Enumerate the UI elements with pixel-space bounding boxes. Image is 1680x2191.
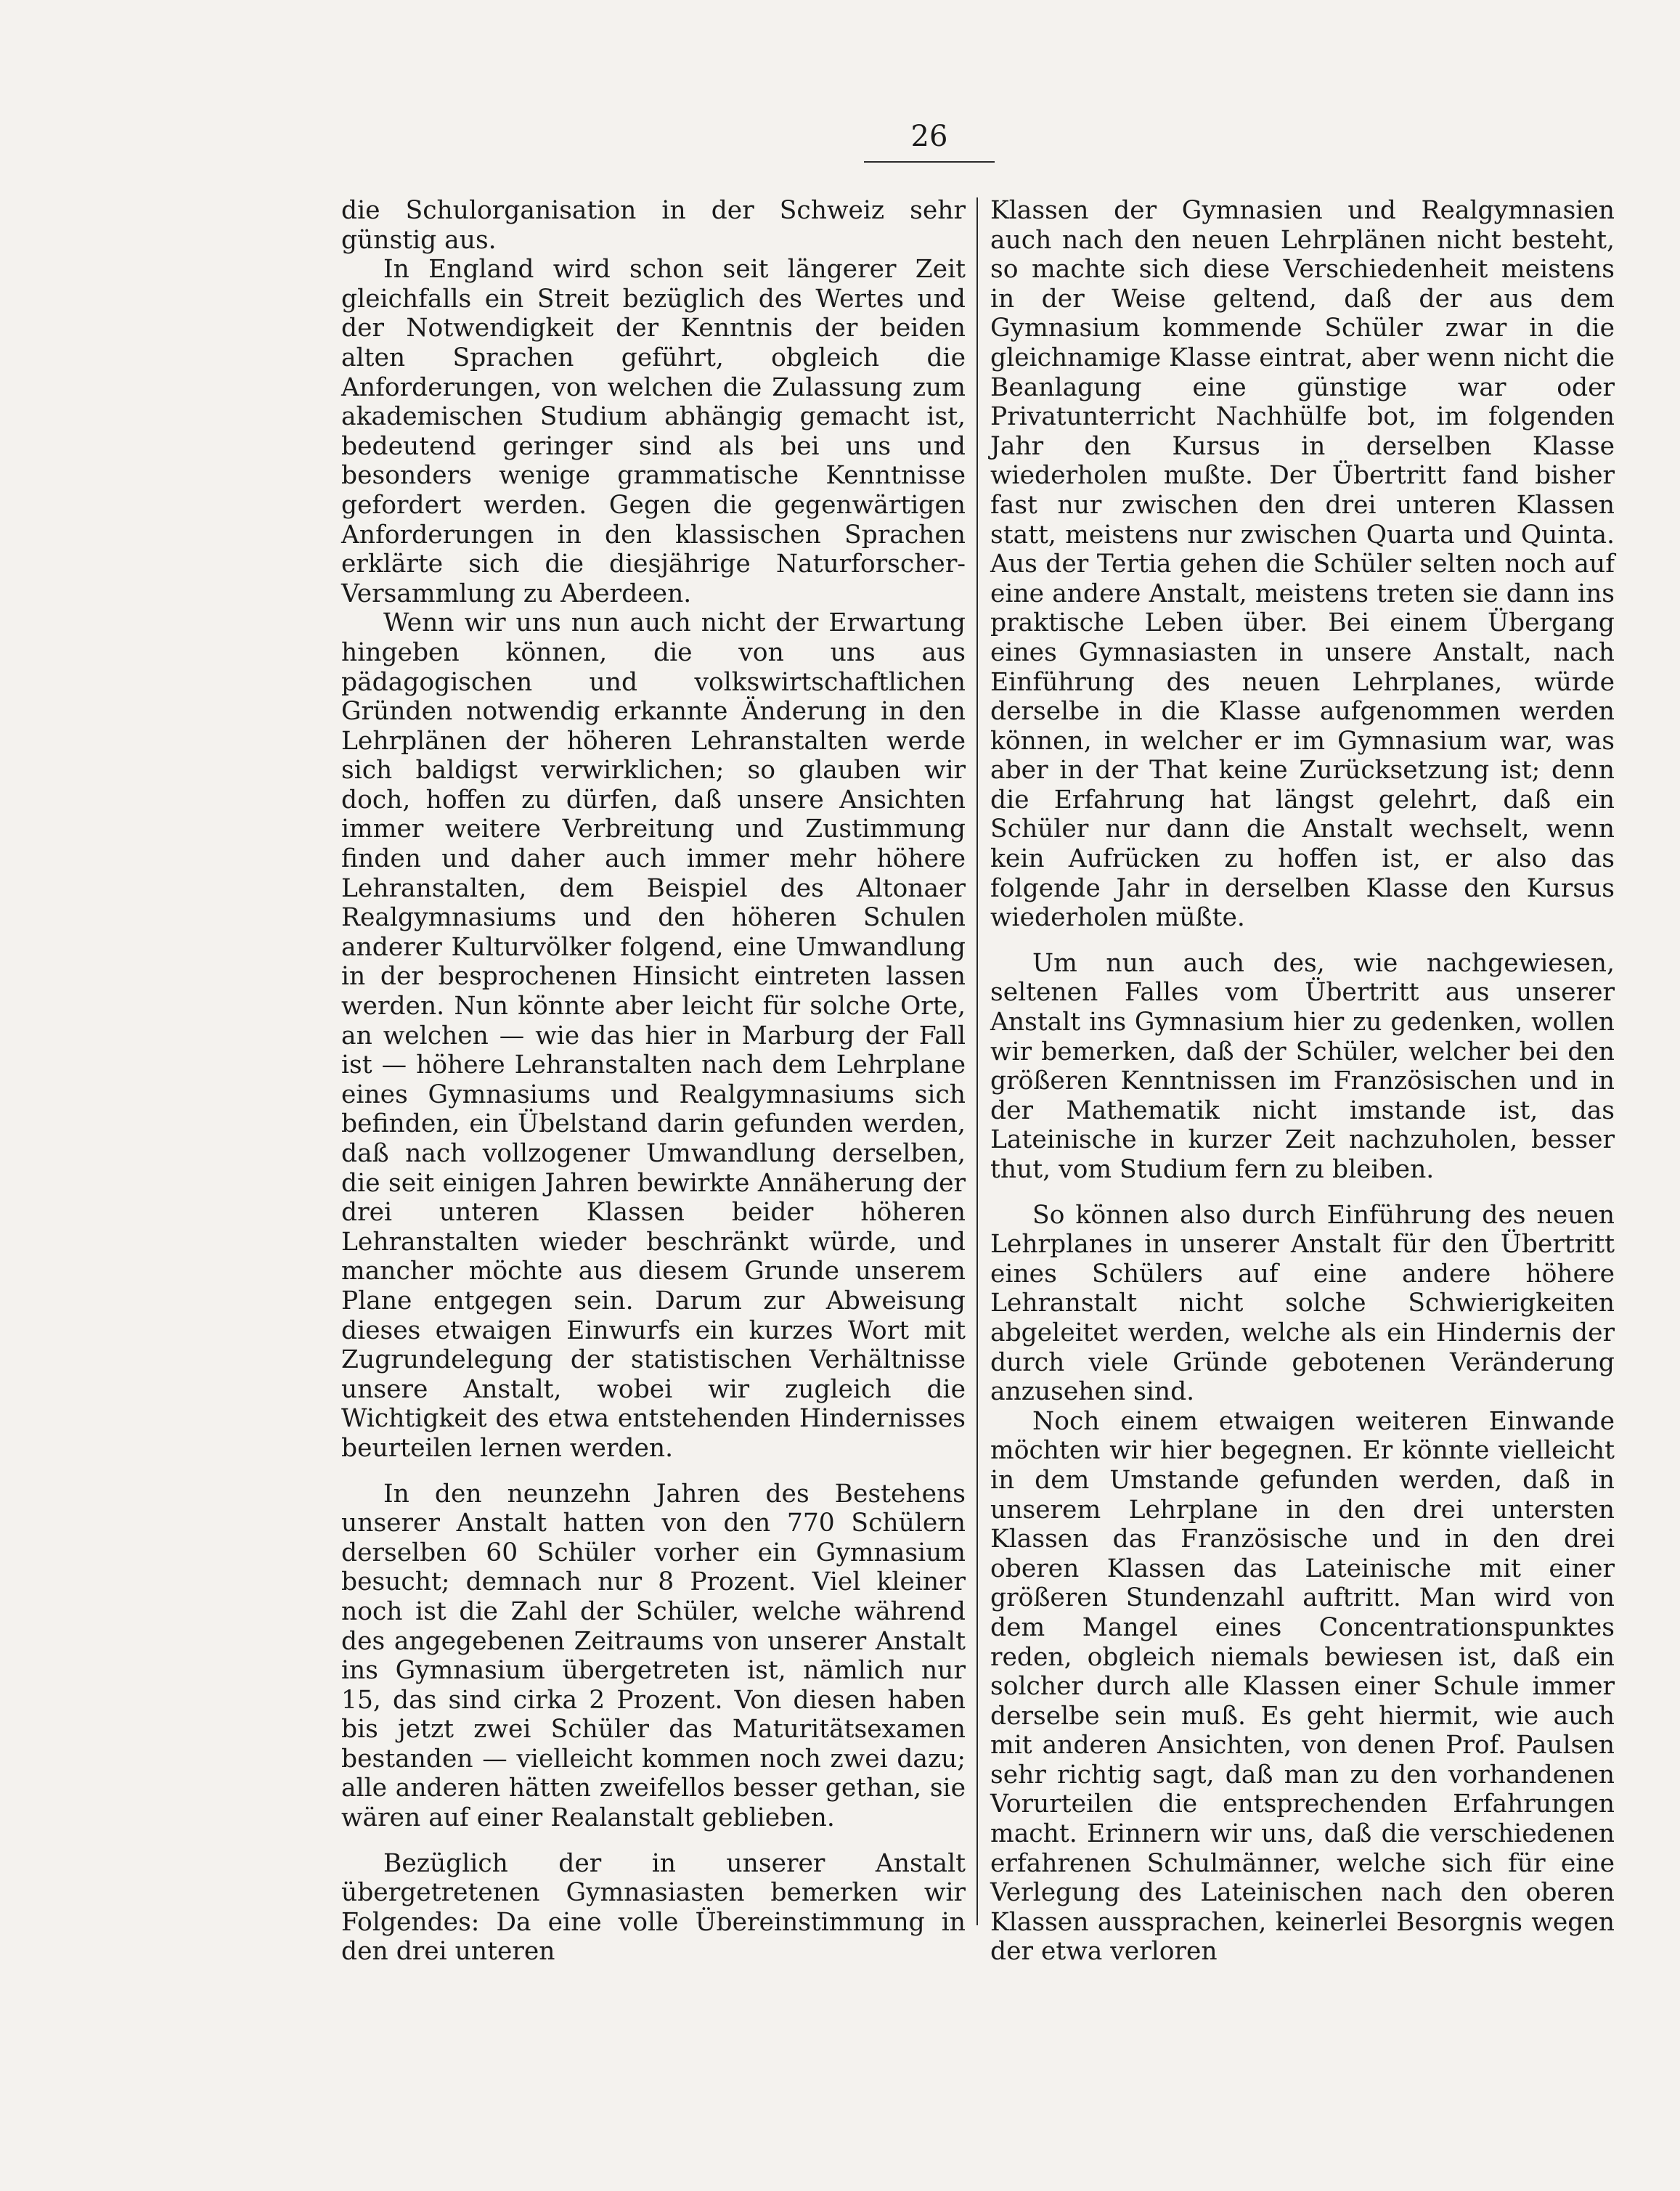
paragraph: Wenn wir uns nun auch nicht der Erwartung hingeben können, die von uns aus pädagogischen und volkswirtschaftlichen Gründen notwendig erkannte Änderung in den Lehrplänen der höheren Lehranstalten werde sich baldigst verwirklichen; so glauben wir doch, hoffen zu dürfen, daß unsere Ansichten immer weitere Verbreitung und Zustimmung finden und daher auch immer mehr höhere Lehranstalten, dem Beispiel des Altonaer Realgymnasiums und den höheren Schulen anderer Kulturvölker folgend, eine Umwandlung in der besprochenen Hinsicht eintreten lassen werden. Nun könnte aber leicht für solche Orte, an welchen — wie das hier in Marburg der Fall ist — höhere Lehranstalten nach dem Lehrplane eines Gymnasiums und Realgymnasiums sich befinden, ein Übelstand darin gefunden werden, daß nach vollzogener Umwandlung derselben, die seit einigen Jahren bewirkte Annäherung der drei unteren Klassen beider höheren Lehranstalten wieder beschränkt würde, und mancher möchte aus diesem Grunde unserem Plane entgegen sein. Darum zur Abweisung dieses etwaigen Einwurfs ein kurzes Wort mit Zugrundelegung der statistischen Verhältnisse unsere Anstalt, wobei wir zugleich die Wichtigkeit des etwa entstehenden Hindernisses beurteilen lernen werden. xyxy=(341,608,966,1463)
page-number: 26 xyxy=(910,120,948,153)
paragraph: Um nun auch des, wie nachgewiesen, seltenen Falles vom Übertritt aus unserer Anstalt ins Gymnasium hier zu gedenken, wollen wir bemerken, daß der Schüler, welcher bei den größeren Kenntnissen im Französischen und in der Mathematik nicht imstande ist, das Lateinische in kurzer Zeit nachzuholen, besser thut, vom Studium fern zu bleiben. xyxy=(990,948,1615,1184)
paragraph: So können also durch Einführung des neuen Lehrplanes in unserer Anstalt für den Übertritt eines Schülers auf eine andere höhere Lehranstalt nicht solche Schwierigkeiten abgeleitet werden, welche als ein Hindernis der durch viele Gründe gebotenen Veränderung anzusehen sind. xyxy=(990,1200,1615,1407)
left-column xyxy=(341,196,966,1967)
column-rule xyxy=(976,197,978,1925)
paragraph: In den neunzehn Jahren des Bestehens unserer Anstalt hatten von den 770 Schülern derselben 60 Schüler vorher ein Gymnasium besucht; demnach nur 8 Prozent. Viel kleiner noch ist die Zahl der Schüler, welche während des angegebenen Zeitraums von unserer Anstalt ins Gymnasium übergetreten ist, nämlich nur 15, das sind cirka 2 Prozent. Von diesen haben bis jetzt zwei Schüler das Maturitätsexamen bestanden — vielleicht kommen noch zwei dazu; alle anderen hätten zweifellos besser gethan, sie wären auf einer Realanstalt geblieben. xyxy=(341,1479,966,1833)
paragraph: Bezüglich der in unserer Anstalt übergetretenen Gymnasiasten bemerken wir Folgendes: Da eine volle Übereinstimmung in den drei unteren xyxy=(341,1848,966,1967)
paragraph: die Schulorganisation in der Schweiz sehr günstig aus. xyxy=(341,196,966,255)
paragraph: In England wird schon seit längerer Zeit gleichfalls ein Streit bezüglich des Wertes und der Notwendigkeit der Kenntnis der beiden alten Sprachen geführt, obgleich die Anforderungen, von welchen die Zulassung zum akademischen Studium abhängig gemacht ist, bedeutend geringer sind als bei uns und besonders wenige grammatische Kenntnisse gefordert werden. Gegen die gegenwärtigen Anforderungen in den klassischen Sprachen erklärte sich die diesjährige Naturforscher-Versammlung zu Aberdeen. xyxy=(341,255,966,608)
right-column xyxy=(990,196,1615,1967)
header-rule xyxy=(864,161,995,163)
paragraph: Klassen der Gymnasien und Realgymnasien auch nach den neuen Lehrplänen nicht besteht, so machte sich diese Verschiedenheit meistens in der Weise geltend, daß der aus dem Gymnasium kommende Schüler zwar in die gleichnamige Klasse eintrat, aber wenn nicht die Beanlagung eine günstige war oder Privatunterricht Nachhülfe bot, im folgenden Jahr den Kursus in derselben Klasse wiederholen mußte. Der Übertritt fand bisher fast nur zwischen den drei unteren Klassen statt, meistens nur zwischen Quarta und Quinta. Aus der Tertia gehen die Schüler selten noch auf eine andere Anstalt, meistens treten sie dann ins praktische Leben über. Bei einem Übergang eines Gymnasiasten in unsere Anstalt, nach Einführung des neuen Lehrplanes, würde derselbe in die Klasse aufgenommen werden können, in welcher er im Gymnasium war, was aber in der That keine Zurücksetzung ist; denn die Erfahrung hat längst gelehrt, daß ein Schüler nur dann die Anstalt wechselt, wenn kein Aufrücken zu hoffen ist, er also das folgende Jahr in derselben Klasse den Kursus wiederholen müßte. xyxy=(990,196,1615,933)
paragraph: Noch einem etwaigen weiteren Einwande möchten wir hier begegnen. Er könnte vielleicht in dem Umstande gefunden werden, daß in unserem Lehrplane in den drei untersten Klassen das Französische und in den drei oberen Klassen das Lateinische mit einer größeren Stundenzahl auftritt. Man wird von dem Mangel eines Concentrationspunktes reden, obgleich niemals bewiesen ist, daß ein solcher durch alle Klassen einer Schule immer derselbe sein muß. Es geht hiermit, wie auch mit anderen Ansichten, von denen Prof. Paulsen sehr richtig sagt, daß man zu den vorhandenen Vorurteilen die entsprechenden Erfahrungen macht. Erinnern wir uns, daß die verschiedenen erfahrenen Schulmänner, welche sich für eine Verlegung des Lateinischen nach den oberen Klassen aussprachen, keinerlei Besorgnis wegen der etwa verloren xyxy=(990,1406,1615,1967)
